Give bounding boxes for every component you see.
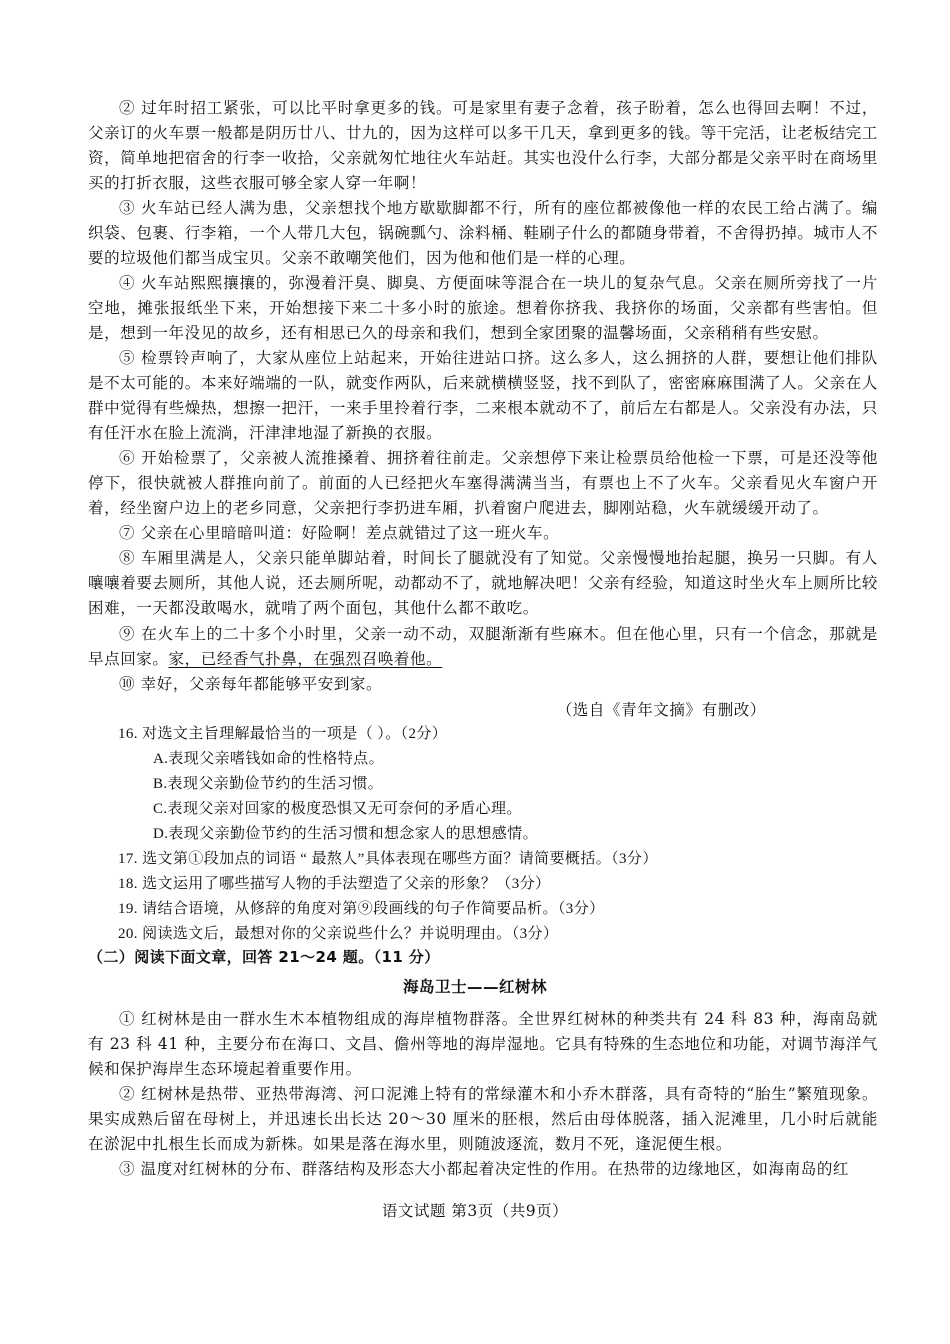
question-17: 17. 选文第①段加点的词语 “ 最熬人”具体表现在哪些方面？请简要概括。（3分） [118,851,658,867]
story-paragraph-10: ⑩ 幸好，父亲每年都能够平安到家。 [119,675,383,693]
story-paragraph-4: ④ 火车站熙熙攘攘的，弥漫着汗臭、脚臭、方便面味等混合在一块儿的复杂气息。父亲在厕所旁找了一片空地，摊张报纸坐下来，开始想接下来二十多小时的旅途。想着你挤我、我挤你的场面，父亲都有些害怕。但是，想到一年没见的故乡，还有相思已久的母亲和我们，想到全家团聚的温馨场面，父亲稍稍有些安慰。 [88,274,878,342]
story-paragraph-2: ② 过年时招工紧张，可以比平时拿更多的钱。可是家里有妻子念着，孩子盼着，怎么也得回去啊！不过，父亲订的火车票一般都是阴历廿八、廿九的，因为这样可以多干几天，拿到更多的钱。等干完活，让老板结完工资，简单地把宿舍的行李一收拾，父亲就匆忙地往火车站赶。其实也没什么行李，大部分都是父亲平时在商场里买的打折衣服，这些衣服可够全家人穿一年啊！ [88,99,878,192]
story-paragraph-7: ⑦ 父亲在心里暗暗叫道：好险啊！差点就错过了这一班火车。 [119,524,560,542]
story-paragraph-3: ③ 火车站已经人满为患，父亲想找个地方歇歇脚都不行，所有的座位都被像他一样的农民工给占满了。编织袋、包裹、行李箱，一个人带几大包，锅碗瓢勺、涂料桶、鞋刷子什么的都随身带着，不舍得扔掉。城市人不要的垃圾他们都当成宝贝。父亲不敢嘲笑他们，因为他和他们是一样的心理。 [88,199,878,267]
story-paragraph-9 [88,622,878,672]
question-16-option-a: A.表现父亲嗜钱如命的性格特点。 [153,751,384,767]
question-16: 16. 对选文主旨理解最恰当的一项是（ ）。（2分） [118,726,448,742]
section-2-heading: （二）阅读下面文章，回答 21～24 题。（11 分） [88,948,440,966]
question-20: 20. 阅读选文后，最想对你的父亲说些什么？并说明理由。（3分） [118,926,559,942]
story-paragraph-5: ⑤ 检票铃声响了，大家从座位上站起来，开始往进站口挤。这么多人，这么拥挤的人群，要想让他们排队是不太可能的。本来好端端的一队，就变作两队，后来就横横竖竖，找不到队了，密密麻麻围满了人。父亲在人群中觉得有些燥热，想擦一把汗，一来手里拎着行李，二来根本就动不了，前后左右都是人。父亲没有办法，只有任汗水在脸上流淌，汗津津地湿了新换的衣服。 [88,349,878,442]
article-title: 海岛卫士——红树林 [402,978,547,996]
article-paragraph-2: ② 红树林是热带、亚热带海湾、河口泥滩上特有的常绿灌木和小乔木群落，具有奇特的“胎生”繁殖现象。果实成熟后留在母树上，并迅速长出长达 20～30 厘米的胚根，然后由母体脱落，插入泥滩里，几小时后就能在淤泥中扎根生长而成为新株。如果是落在海水里，则随波逐流，数月不死，逢泥便生根。 [88,1085,878,1153]
paragraph-9-lead: ⑨ 在火车上的二十多个小时里，父亲一动不动，双腿渐渐有些麻木。但在他心里，只有一个信念，那就是早点回家。 [88,625,878,668]
page-footer: 语文试题 第3页（共9页） [381,1202,569,1220]
question-16-option-b: B.表现父亲勤俭节约的生活习惯。 [153,776,384,792]
story-paragraph-6: ⑥ 开始检票了，父亲被人流推搡着、拥挤着往前走。父亲想停下来让检票员给他检一下票，可是还没等他停下，很快就被人群推向前了。前面的人已经把火车塞得满满当当，有票也上不了火车。父亲看见火车窗户开着，经坐窗户边上的老乡同意，父亲把行李扔进车厢，扒着窗户爬进去，脚刚站稳，火车就缓缓开动了。 [88,449,878,517]
question-16-option-d: D.表现父亲勤俭节约的生活习惯和想念家人的思想感情。 [153,826,538,842]
source-citation: （选自《青年文摘》有删改） [556,701,766,719]
article-paragraph-1: ① 红树林是由一群水生木本植物组成的海岸植物群落。全世界红树林的种类共有 24 科 83 种，海南岛就有 23 科 41 种，主要分布在海口、文昌、儋州等地的海岸湿地。它具有特殊的生态地位和功能，对调节海洋气候和保护海岸生态环境起着重要作用。 [88,1010,878,1078]
question-19: 19. 请结合语境，从修辞的角度对第⑨段画线的句子作简要品析。（3分） [118,901,605,917]
question-18: 18. 选文运用了哪些描写人物的手法塑造了父亲的形象？（3分） [118,876,551,892]
question-16-option-c: C.表现父亲对回家的极度恐惧又无可奈何的矛盾心理。 [153,801,522,817]
article-paragraph-3: ③ 温度对红树林的分布、群落结构及形态大小都起着决定性的作用。在热带的边缘地区，如海南岛的红 [119,1160,850,1178]
underlined-sentence: 家，已经香气扑鼻，在强烈召唤着他。 [168,650,443,668]
story-paragraph-8: ⑧ 车厢里满是人，父亲只能单脚站着，时间长了腿就没有了知觉。父亲慢慢地抬起腿，换另一只脚。有人嚷嚷着要去厕所，其他人说，还去厕所呢，动都动不了，就地解决吧！父亲有经验，知道这时坐火车上厕所比较困难，一天都没敢喝水，就啃了两个面包，其他什么都不敢吃。 [88,549,878,617]
